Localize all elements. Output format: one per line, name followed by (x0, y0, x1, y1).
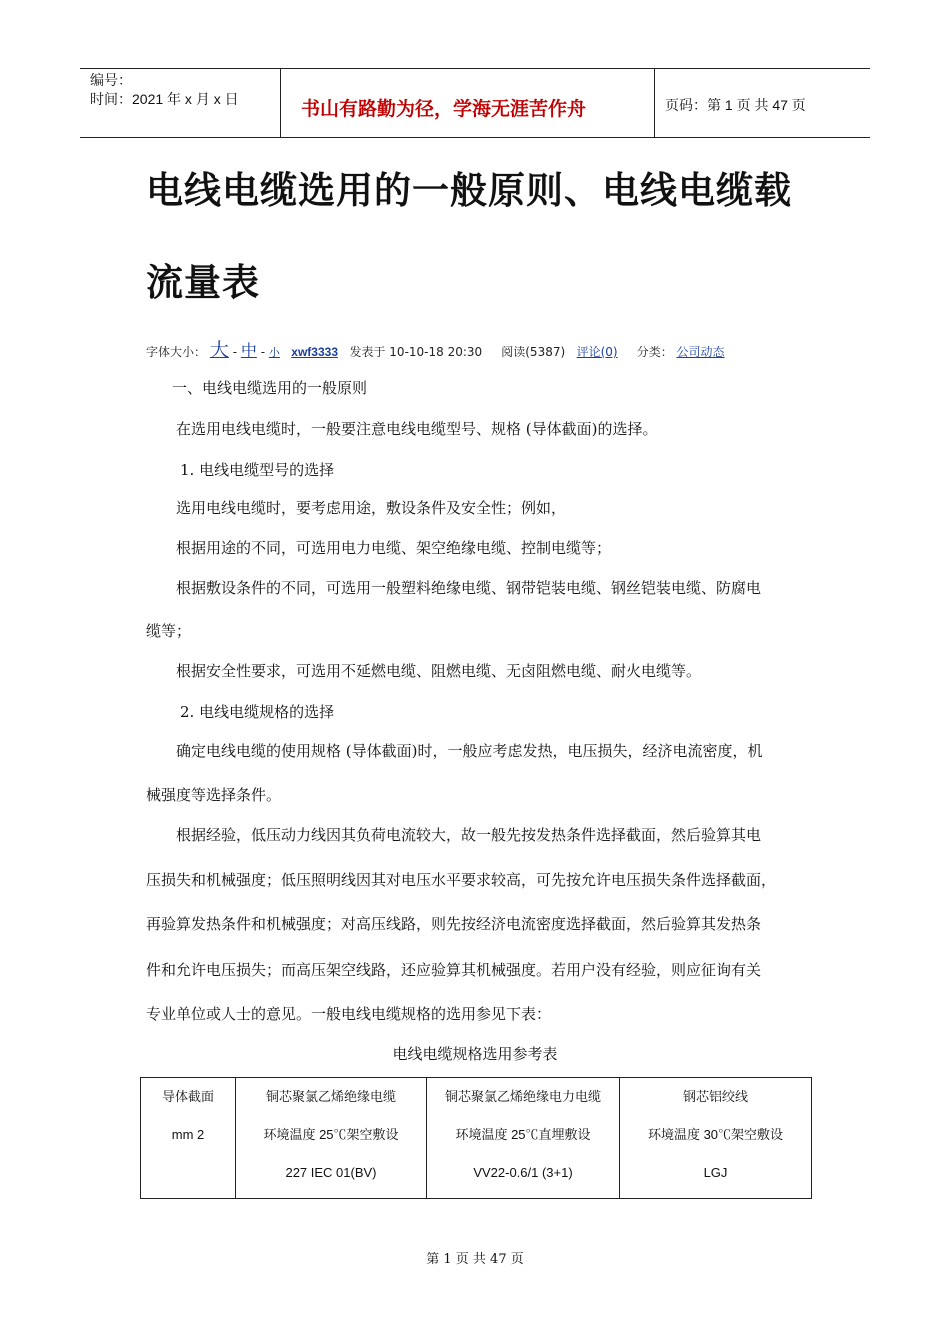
paragraph-line: 选用电线电缆时，要考虑用途，敷设条件及安全性；例如， (176, 499, 567, 517)
article-meta (146, 335, 725, 362)
cell-line: LGJ (703, 1165, 728, 1180)
cell-line (141, 1154, 235, 1192)
table-caption: 电线电缆规格选用参考表 (392, 1045, 558, 1063)
cell-line: VV22-0.6/1 (3+1) (473, 1165, 573, 1180)
paragraph-line: 在选用电线电缆时，一般要注意电线电缆型号、规格 (导体截面)的选择。 (176, 420, 658, 438)
font-size-label: 字体大小： (146, 345, 207, 359)
paragraph-line: 根据敷设条件的不同，可选用一般塑料绝缘电缆、钢带铠装电缆、钢丝铠装电缆、防腐电 (176, 579, 762, 597)
comments-link[interactable]: 评论(0) (576, 345, 618, 359)
posted-time: 10-10-18 20:30 (389, 345, 483, 359)
page-footer: 第 1 页 共 47 页 (426, 1252, 524, 1267)
header-info-cell (80, 69, 280, 137)
cell-line: mm 2 (171, 1127, 205, 1142)
read-count: 阅读(5387) (501, 345, 566, 359)
paragraph-line: 根据经验，低压动力线因其负荷电流较大，故一般先按发热条件选择截面，然后验算其电 (176, 826, 762, 844)
paragraph-line: 再验算发热条件和机械强度；对高压线路，则先按经济电流密度选择截面，然后验算其发热条 (146, 915, 762, 933)
table-cell (427, 1078, 620, 1199)
paragraph-line: 械强度等选择条件。 (146, 786, 282, 804)
table-cell (141, 1078, 236, 1199)
paragraph-line: 件和允许电压损失；而高压架空线路，还应验算其机械强度。若用户没有经验，则应征询有关 (146, 961, 762, 979)
paragraph-line: 根据用途的不同，可选用电力电缆、架空绝缘电缆、控制电缆等； (176, 539, 612, 557)
cell-line: 环境温度 25℃架空敷设 (263, 1127, 399, 1142)
paragraph-line: 压损失和机械强度；低压照明线因其对电压水平要求较高，可先按允许电压损失条件选择截面， (146, 871, 777, 889)
font-size-medium-link[interactable]: 中 (240, 341, 257, 360)
cable-spec-table (140, 1077, 812, 1199)
cell-line: 钢芯铝绞线 (682, 1089, 748, 1104)
cell-line: 环境温度 25℃直埋敷设 (455, 1127, 591, 1142)
cell-line: 导体截面 (161, 1089, 214, 1104)
cell-line: 环境温度 30℃架空敷设 (647, 1127, 784, 1142)
motto-text: 书山有路勤为径，学海无涯苦作舟 (301, 98, 587, 120)
header-page-info: 页码：第 1 页 共 47 页 (665, 97, 806, 113)
cell-line: 铜芯聚氯乙烯绝缘电力电缆 (444, 1089, 601, 1104)
article-title-line-2: 流量表 (146, 261, 260, 304)
separator: - (260, 345, 269, 359)
paragraph-line: 专业单位或人士的意见。一般电线电缆规格的选用参见下表： (146, 1005, 552, 1023)
cell-line: 铜芯聚氯乙烯绝缘电缆 (265, 1089, 396, 1104)
font-size-large-link[interactable]: 大 (209, 339, 229, 361)
category-label: 分类： (636, 345, 673, 359)
separator: - (232, 345, 241, 359)
cell-line: 227 IEC 01(BV) (285, 1165, 377, 1180)
time-label: 时间：2021 年 x 月 x 日 (90, 91, 239, 107)
subsection-heading: 1. 电线电缆型号的选择 (180, 461, 335, 479)
table-cell (620, 1078, 812, 1199)
serial-label: 编号： (90, 72, 132, 88)
font-size-small-link[interactable]: 小 (268, 346, 280, 359)
subsection-heading: 2. 电线电缆规格的选择 (180, 703, 335, 721)
table-cell (236, 1078, 427, 1199)
article-title-line-1: 电线电缆选用的一般原则、电线电缆载 (146, 169, 792, 212)
posted-label: 发表于 (349, 345, 386, 359)
author-link[interactable]: xwf3333 (291, 345, 338, 359)
header-motto-cell (280, 69, 655, 137)
paragraph-line: 根据安全性要求，可选用不延燃电缆、阻燃电缆、无卤阻燃电缆、耐火电缆等。 (176, 662, 702, 680)
category-link[interactable]: 公司动态 (676, 345, 725, 359)
document-header (80, 68, 870, 138)
paragraph-line: 确定电线电缆的使用规格 (导体截面)时，一般应考虑发热，电压损失，经济电流密度，机 (176, 742, 763, 760)
paragraph-line: 缆等； (146, 622, 192, 640)
section-heading: 一、电线电缆选用的一般原则 (172, 379, 368, 397)
